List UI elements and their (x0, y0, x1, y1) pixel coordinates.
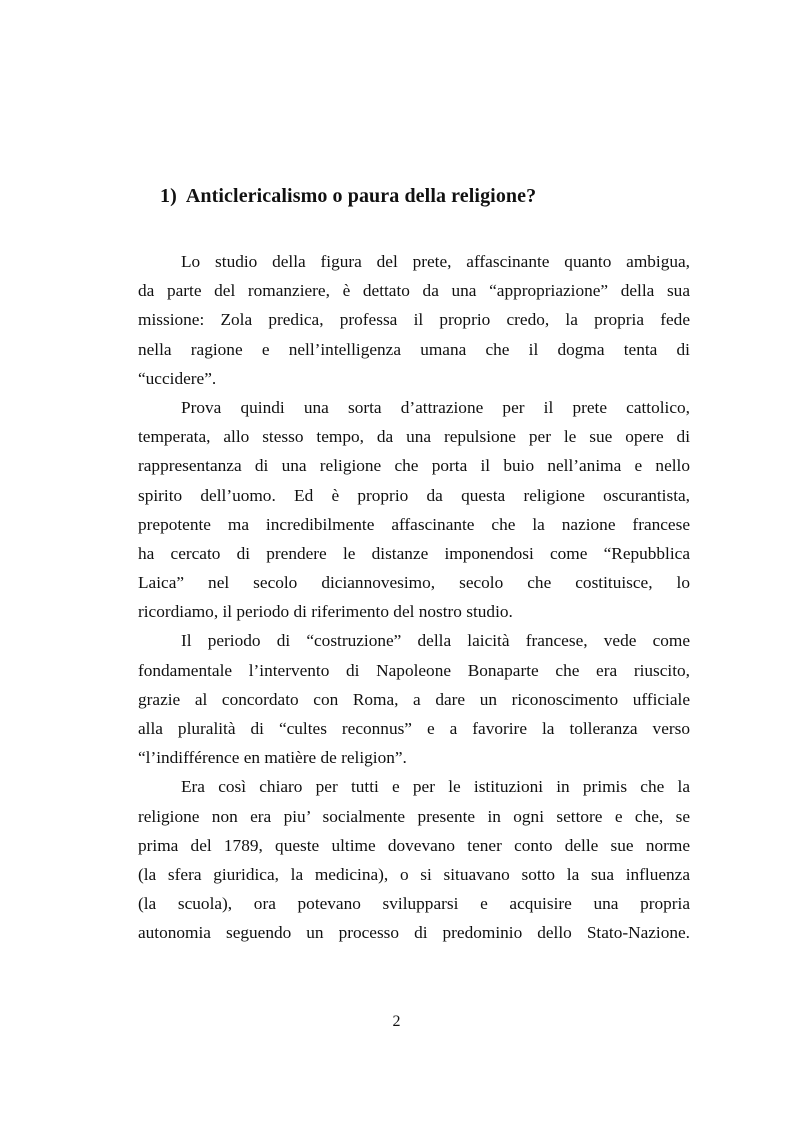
text-line: alla pluralità di “cultes reconnus” e a favorire la tolleranza verso (138, 719, 690, 738)
paragraph (138, 772, 690, 947)
text-line: missione: Zola predica, professa il proprio credo, la propria fede (138, 310, 690, 330)
text-line: ricordiamo, il periodo di riferimento del nostro studio. (138, 602, 513, 622)
text-line: “uccidere”. (138, 368, 217, 388)
paragraph (138, 247, 690, 393)
text-line: spirito dell’uomo. Ed è proprio da questa religione oscurantista, (138, 485, 690, 505)
text-line: prepotente ma incredibilmente affascinante che la nazione francese (138, 514, 690, 534)
text-line: ha cercato di prendere le distanze imponendosi come “Repubblica (138, 543, 690, 563)
text-line: (la sfera giuridica, la medicina), o si situavano sotto la sua influenza (138, 864, 690, 884)
section-number: 1) (160, 185, 177, 207)
text-line: Lo studio della figura del prete, affascinante quanto ambigua, (181, 252, 690, 271)
text-line: Prova quindi una sorta d’attrazione per il prete cattolico, (181, 397, 690, 417)
paragraph (138, 393, 690, 627)
text-line: prima del 1789, queste ultime dovevano tener conto delle sue norme (138, 835, 690, 855)
paragraph (138, 626, 690, 772)
text-line: fondamentale l’intervento di Napoleone Bonaparte che era riuscito, (138, 660, 690, 680)
text-line: Laica” nel secolo diciannovesimo, secolo che costituisce, lo (138, 573, 690, 593)
body-text (138, 247, 690, 948)
page-number: 2 (392, 1013, 401, 1030)
text-line: (la scuola), ora potevano svilupparsi e acquisire una propria (138, 894, 690, 914)
text-line: autonomia seguendo un processo di predominio dello Stato-Nazione. (138, 923, 690, 943)
text-line: “l’indifférence en matière de religion”. (138, 748, 407, 768)
text-line: religione non era piu’ socialmente presente in ogni settore e che, se (138, 806, 690, 826)
text-line: temperata, allo stesso tempo, da una repulsione per le sue opere di (138, 427, 690, 447)
text-line: Era così chiaro per tutti e per le istituzioni in primis che la (181, 777, 690, 797)
text-line: Il periodo di “costruzione” della laicità francese, vede come (181, 631, 690, 651)
text-line: rappresentanza di una religione che porta il buio nell’anima e nello (138, 456, 690, 476)
section-title: Anticlericalismo o paura della religione? (185, 185, 537, 207)
text-line: nella ragione e nell’intelligenza umana che il dogma tenta di (138, 339, 690, 359)
text-line: da parte del romanziere, è dettato da una “appropriazione” della sua (138, 281, 690, 301)
text-line: grazie al concordato con Roma, a dare un riconoscimento ufficiale (138, 689, 690, 709)
section-heading (160, 185, 536, 208)
